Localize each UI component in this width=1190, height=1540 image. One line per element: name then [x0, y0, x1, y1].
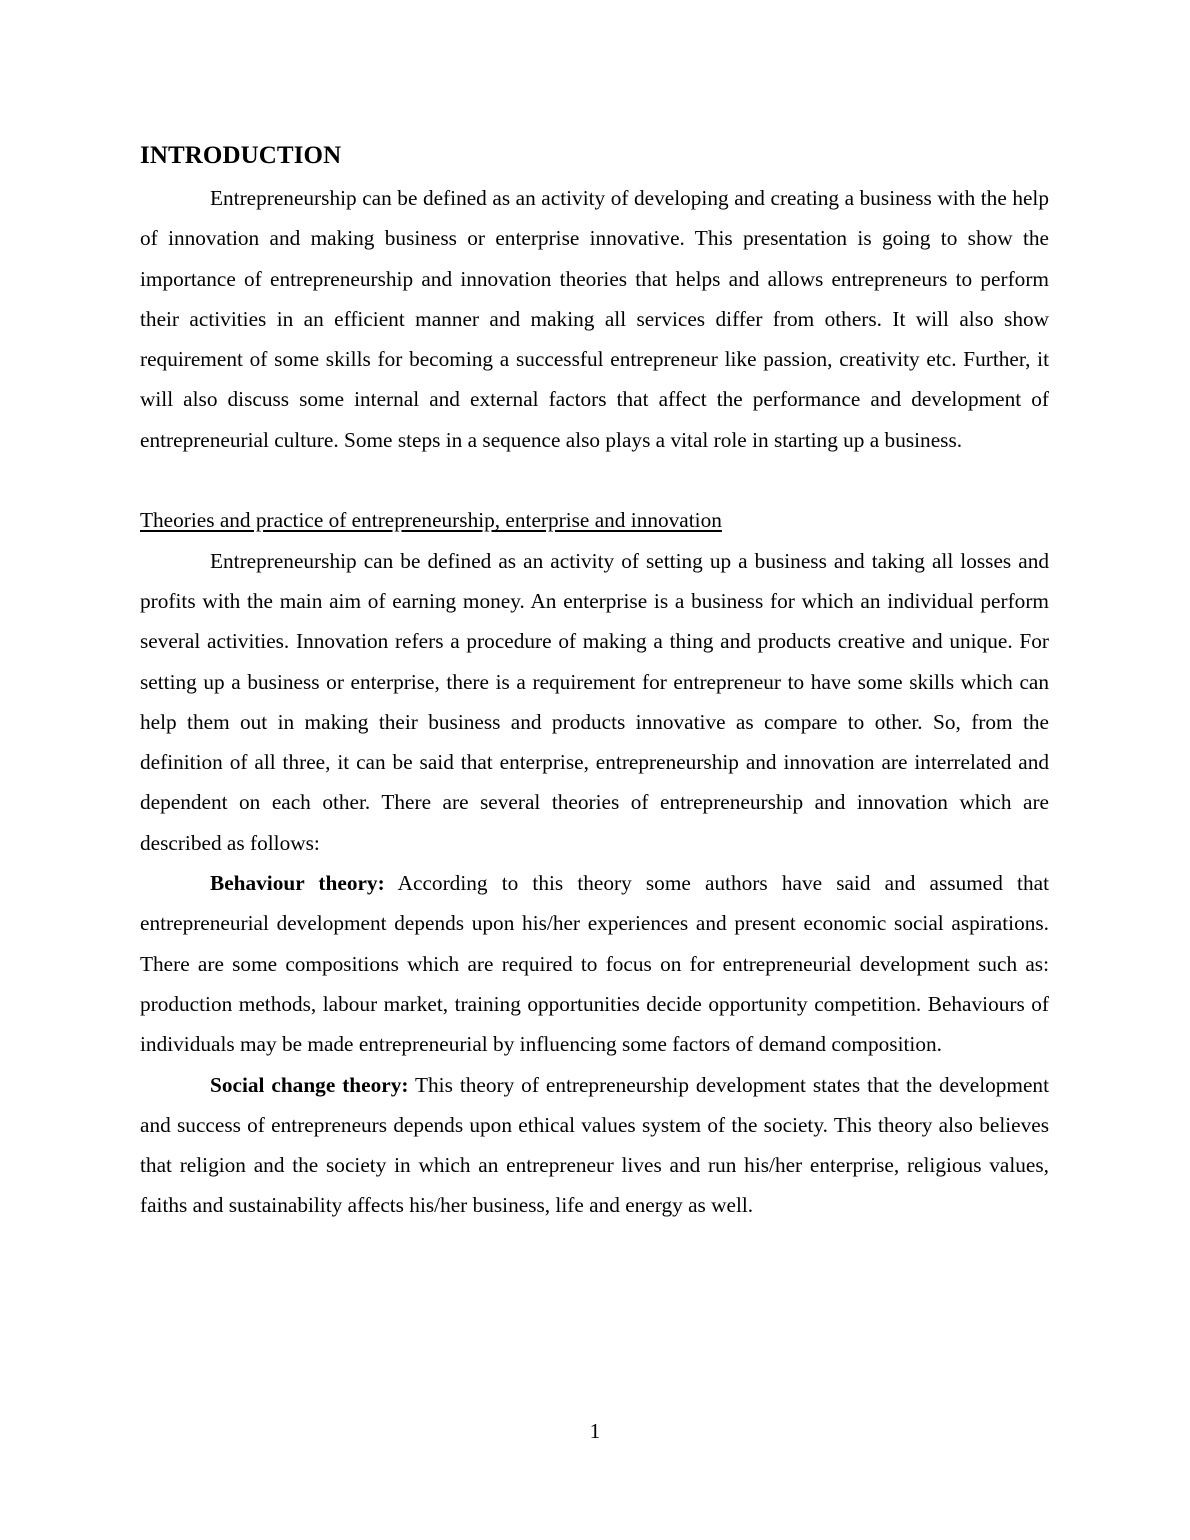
- introduction-heading: INTRODUCTION: [140, 142, 342, 169]
- social-change-theory-text: This theory of entrepreneurship development states that the development and success of entrepreneurs depends upon ethical values system of the society. This theory also believes that religion and the society in which an entrepreneur lives and run his/her enterprise, religious values, faiths and sustainability affects his/her business, life and energy as well.: [140, 1072, 1049, 1218]
- introduction-paragraph: Entrepreneurship can be defined as an activity of developing and creating a business with the help of innovation and making business or enterprise innovative. This presentation is going to show the importance of entrepreneurship and innovation theories that helps and allows entrepreneurs to perform their activities in an efficient manner and making all services differ from others. It will also show requirement of some skills for becoming a successful entrepreneur like passion, creativity etc. Further, it will also discuss some internal and external factors that affect the performance and development of entrepreneurial culture. Some steps in a sequence also plays a vital role in starting up a business.: [140, 186, 1049, 452]
- section-paragraph: Entrepreneurship can be defined as an activity of setting up a business and taking all losses and profits with the main aim of earning money. An enterprise is a business for which an individual perform several activities. Innovation refers a procedure of making a thing and products creative and unique. For setting up a business or enterprise, there is a requirement for entrepreneur to have some skills which can help them out in making their business and products innovative as compare to other. So, from the definition of all three, it can be said that enterprise, entrepreneurship and innovation are interrelated and dependent on each other. There are several theories of entrepreneurship and innovation which are described as follows:: [140, 548, 1049, 855]
- social-change-theory-paragraph: [140, 1065, 1049, 1226]
- section-title: Theories and practice of entrepreneurship, enterprise and innovation: [140, 508, 722, 533]
- behaviour-theory-text: According to this theory some authors have said and assumed that entrepreneurial development depends upon his/her experiences and present economic social aspirations. There are some compositions which are required to focus on for entrepreneurial development such as: production methods, labour market, training opportunities decide opportunity competition. Behaviours of individuals may be made entrepreneurial by influencing some factors of demand composition.: [140, 871, 1049, 1057]
- paragraph-spacer: [140, 460, 1049, 500]
- page-number: 1: [589, 1419, 601, 1443]
- page-content: [140, 138, 1049, 1226]
- behaviour-theory-paragraph: [140, 863, 1049, 1064]
- behaviour-theory-term: Behaviour theory:: [210, 871, 385, 896]
- social-change-theory-term: Social change theory:: [210, 1072, 409, 1097]
